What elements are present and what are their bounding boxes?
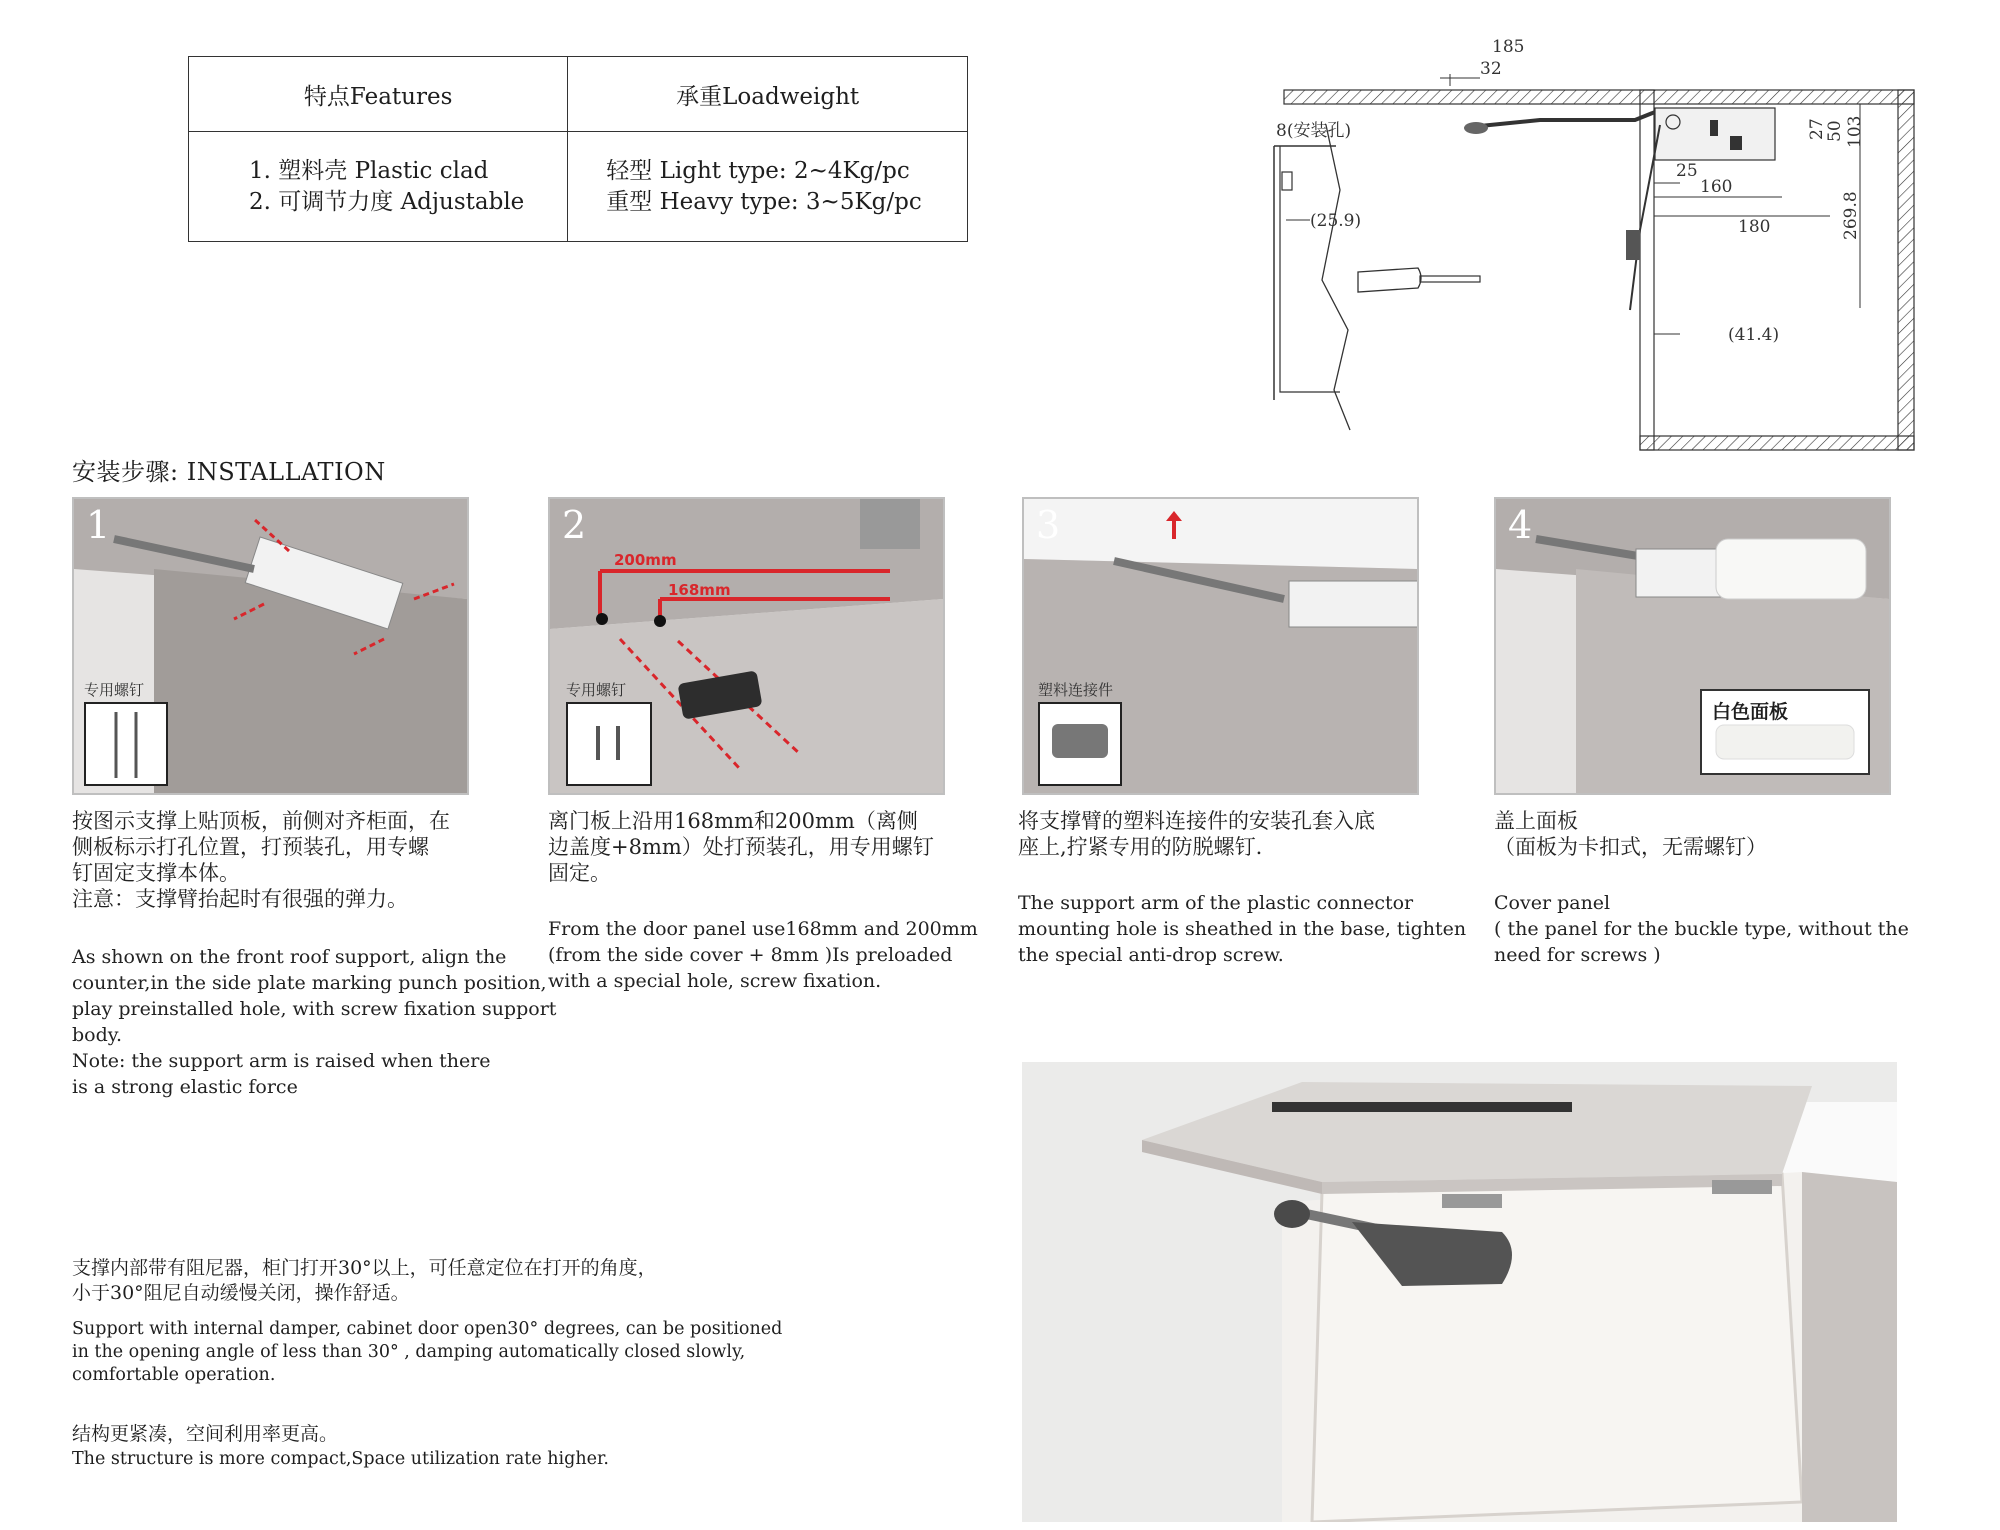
step-1-number: 1: [86, 503, 111, 547]
damper-en-text: Support with internal damper, cabinet door open30° degrees, can be positioned in the opening angle of less than 30° , damping automatically closed slowly, comfortable operation.: [72, 1319, 783, 1385]
step-1-image: [72, 497, 469, 795]
step-3-inset-label: 塑料连接件: [1038, 681, 1114, 699]
features-header: 特点Features: [189, 57, 568, 132]
features-table: [188, 56, 968, 242]
step-1-en-text: As shown on the front roof support, align the counter,in the side plate marking punch position, play preinstalled hole, with screw fixation support body. Note: the support arm is raised when there is a strong elastic force: [72, 946, 557, 1098]
step-2-en-text: From the door panel use168mm and 200mm (from the side cover + 8mm )Is preloaded with a special hole, screw fixation.: [548, 918, 978, 992]
dim-168mm-label: 168mm: [668, 581, 731, 599]
step-1-cn-text: 按图示支撑上贴顶板，前侧对齐柜面，在 侧板标示打孔位置，打预装孔，用专螺 钉固定支撑本体。 注意：支撑臂抬起时有很强的弹力。: [72, 809, 450, 911]
load-heavy-type: 重型 Heavy type: 3~5Kg/pc: [606, 188, 922, 215]
technical-diagram: [1240, 30, 1920, 460]
dim-50: 50: [1825, 120, 1845, 142]
dim-32: 32: [1480, 59, 1502, 79]
features-cell: [189, 132, 568, 242]
step-3-image: [1022, 497, 1419, 795]
dim-180: 180: [1738, 217, 1771, 237]
loadweight-header: 承重Loadweight: [568, 57, 968, 132]
screw-inset: [566, 702, 652, 786]
step-1-inset-label: 专用螺钉: [84, 681, 145, 699]
dim-160: 160: [1700, 177, 1733, 197]
step-4-cn-text: 盖上面板 （面板为卡扣式，无需螺钉）: [1494, 809, 1767, 859]
step-3-cn-text: 将支撑臂的塑料连接件的安装孔套入底 座上,拧紧专用的防脱螺钉.: [1018, 809, 1375, 859]
step-4-number: 4: [1508, 503, 1533, 547]
load-light-type: 轻型 Light type: 2~4Kg/pc: [606, 157, 910, 184]
dim-103: 103: [1845, 115, 1865, 148]
feature-adjustable: 2. 可调节力度 Adjustable: [249, 188, 525, 215]
step-2-cn-text: 离门板上沿用168mm和200mm（离侧 边盖度+8mm）处打预装孔，用专用螺钉 固定。: [548, 809, 934, 885]
step-2-image: [548, 497, 945, 795]
step-2-number: 2: [562, 503, 587, 547]
dim-8-mounting-hole: 8(安装孔): [1276, 121, 1352, 141]
white-panel-inset: [1700, 689, 1870, 775]
dim-185: 185: [1492, 37, 1525, 57]
step-4-image: [1494, 497, 1891, 795]
plastic-connector-inset: [1038, 702, 1122, 786]
step-3-en-text: The support arm of the plastic connector mounting hole is sheathed in the base, tighten the special anti-drop screw.: [1018, 892, 1467, 966]
feature-plastic-clad: 1. 塑料壳 Plastic clad: [249, 157, 489, 184]
white-panel-label: 白色面板: [1712, 701, 1789, 723]
damper-cn-text: 支撑内部带有阻尼器，柜门打开30°以上，可任意定位在打开的角度， 小于30°阻尼自动缓慢关闭，操作舒适。: [72, 1257, 657, 1304]
step-4-en-text: Cover panel ( the panel for the buckle type, without the need for screws ): [1494, 892, 1909, 966]
installation-title: 安装步骤: INSTALLATION: [72, 458, 386, 486]
screw-inset: [84, 702, 168, 786]
dim-27: 27: [1807, 118, 1827, 140]
dim-200mm-label: 200mm: [614, 551, 677, 569]
compact-en-text: The structure is more compact,Space utilization rate higher.: [72, 1449, 609, 1469]
step-3-number: 3: [1036, 503, 1061, 547]
loadweight-cell: [568, 132, 968, 242]
dim-25-9: (25.9): [1310, 211, 1362, 231]
dim-41-4: (41.4): [1728, 325, 1780, 345]
step-2-inset-label: 专用螺钉: [566, 681, 627, 699]
dim-269-8: 269.8: [1841, 191, 1861, 240]
compact-cn-text: 结构更紧凑，空间利用率更高。: [72, 1423, 339, 1445]
cabinet-product-photo: [1022, 1062, 1897, 1522]
dim-25: 25: [1676, 161, 1698, 181]
